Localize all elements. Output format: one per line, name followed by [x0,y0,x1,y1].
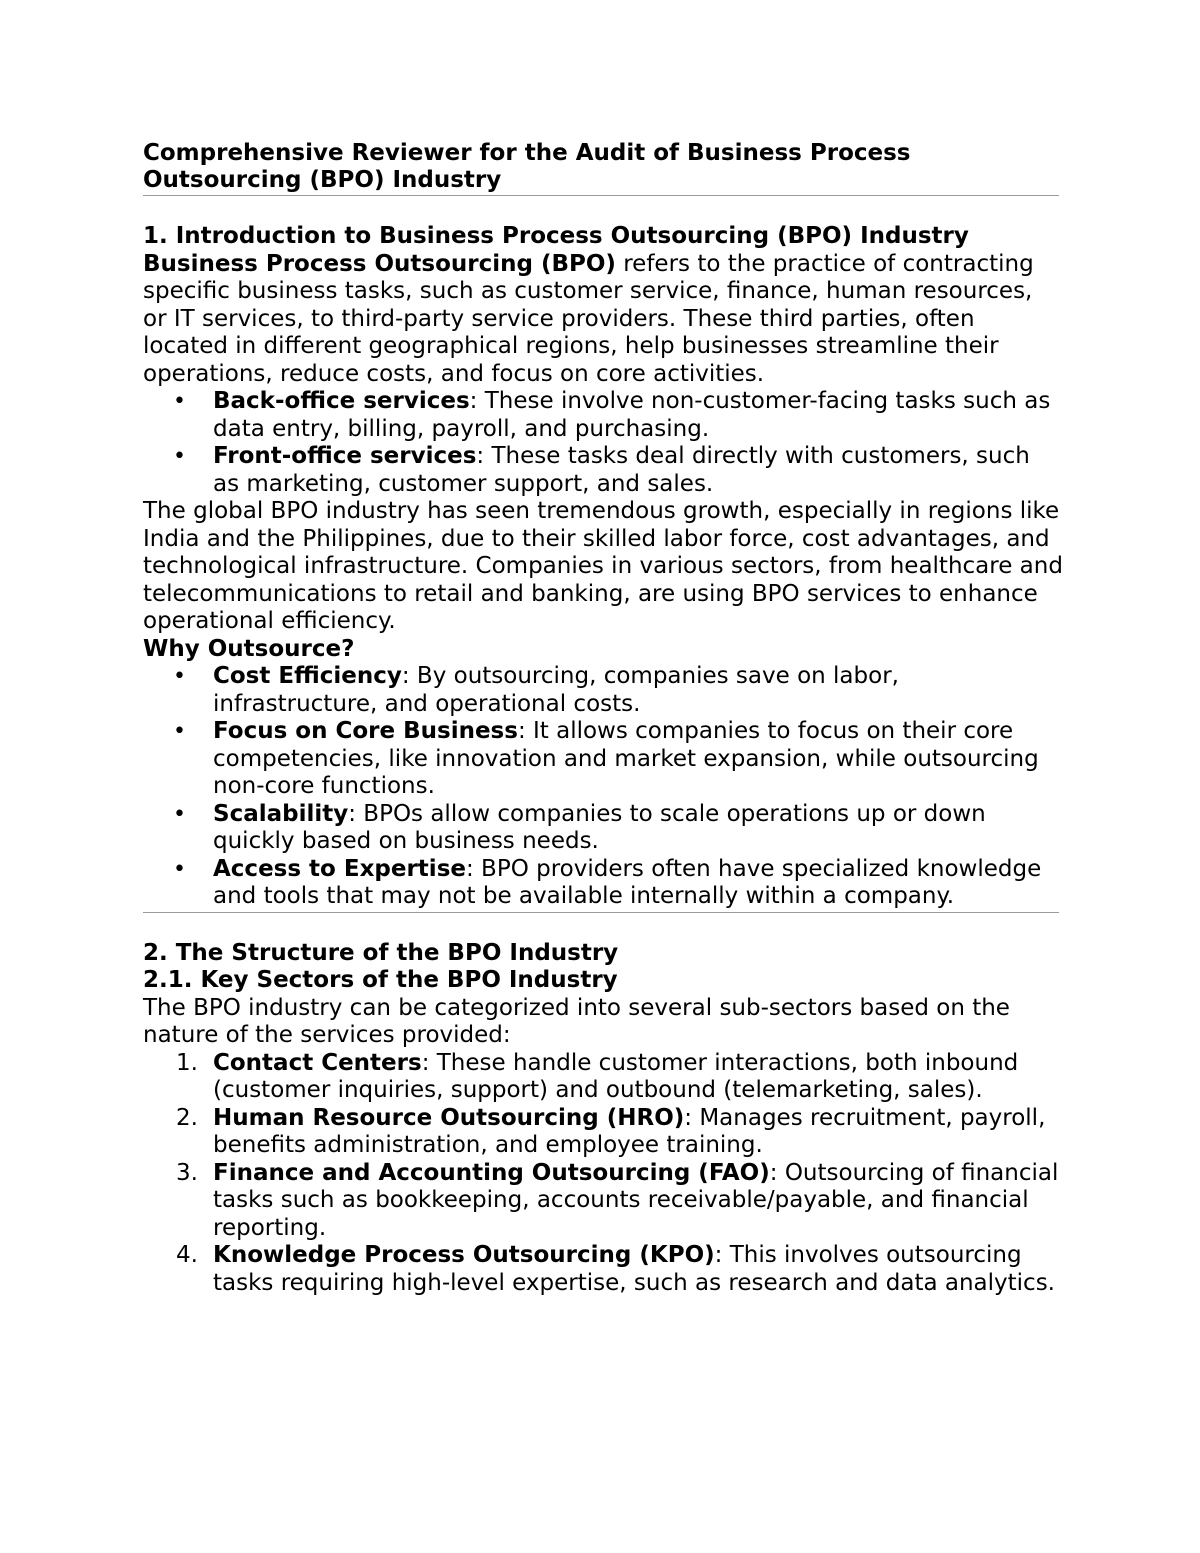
list-item-term: Access to Expertise [213,855,466,882]
spacer [143,913,1063,940]
spacer [143,196,1063,223]
list-item-desc: : It allows companies to focus on their core competencies, like innovation and market expansion, while outsourcing non-core functions. [213,718,1039,799]
list-item-term: Scalability [213,800,349,827]
list-number: 4. [176,1242,198,1268]
list-item-desc: : This involves outsourcing tasks requiring high-level expertise, such as research and data analytics. [213,1242,1055,1296]
bullet-icon: • [173,444,186,469]
reasons-list [143,663,1063,911]
list-item [143,443,1063,498]
why-outsource-heading: Why Outsource? [143,635,355,662]
section-1-intro [143,251,1063,389]
bullet-icon: • [173,719,186,744]
section-1-heading: 1. Introduction to Business Process Outsourcing (BPO) Industry [143,223,969,249]
list-number: 1. [176,1049,198,1076]
list-number: 2. [176,1104,198,1131]
list-item-desc: : By outsourcing, companies save on labor, infrastructure, and operational costs. [213,663,899,717]
list-item [143,663,1063,718]
list-item [143,1242,1063,1297]
list-item-desc: : These tasks deal directly with customers, such as marketing, customer support, and sales. [213,443,1030,497]
bullet-icon: • [173,856,186,882]
list-item-term: Human Resource Outsourcing (HRO) [213,1104,685,1131]
bullet-icon: • [173,389,186,414]
list-item-term: Focus on Core Business [213,718,518,744]
list-item-term: Front-office services [213,443,477,469]
list-item-desc: : BPOs allow companies to scale operations up or down quickly based on business needs. [213,800,986,854]
list-number: 3. [176,1159,198,1186]
list-item [143,1160,1063,1243]
list-item [143,1105,1063,1160]
list-item [143,856,1063,911]
bpo-definition: refers to the practice of contracting specific business tasks, such as customer service, finance, human resources, or IT services, to third-party service providers. These third parties, often located in different geographical regions, help businesses streamline their operations, reduce costs, and focus on core activities. [143,250,1034,387]
list-item-term: Knowledge Process Outsourcing (KPO) [213,1242,715,1268]
bpo-term: Business Process Outsourcing (BPO) [143,250,616,277]
list-item-term: Back-office services [213,388,470,414]
list-item-term: Finance and Accounting Outsourcing (FAO) [213,1159,770,1186]
service-types-list [143,388,1063,498]
sectors-list [143,1050,1063,1298]
list-item [143,718,1063,801]
list-item-desc: : These handle customer interactions, both inbound (customer inquiries, support) and outbound (telemarketing, sales). [213,1049,1019,1103]
section-2-intro: The BPO industry can be categorized into several sub-sectors based on the nature of the services provided: [143,994,1010,1048]
document-title: Comprehensive Reviewer for the Audit of Business Process Outsourcing (BPO) Industry [143,140,911,193]
list-item-desc: : Outsourcing of financial tasks such as bookkeeping, accounts receivable/payable, and financial reporting. [213,1159,1059,1241]
bullet-icon: • [173,801,186,827]
list-item [143,388,1063,443]
list-item-term: Contact Centers [213,1049,422,1076]
list-item-term: Cost Efficiency [213,663,402,689]
bullet-icon: • [173,664,186,689]
document-page [143,140,1063,1297]
list-item-desc: : These involve non-customer-facing tasks such as data entry, billing, payroll, and purchasing. [213,388,1051,442]
growth-paragraph: The global BPO industry has seen tremendous growth, especially in regions like India and the Philippines, due to their skilled labor force, cost advantages, and technological infrastructure. Companies in various sectors, from healthcare and telecommunications to retail and banking, are using BPO services to enhance operational efficiency. [143,498,1063,634]
section-2-1-heading: 2.1. Key Sectors of the BPO Industry [143,967,618,993]
list-item-desc: : BPO providers often have specialized knowledge and tools that may not be available internally within a company. [213,855,1042,909]
list-item-desc: : Manages recruitment, payroll, benefits administration, and employee training. [213,1104,1046,1158]
section-2-heading: 2. The Structure of the BPO Industry [143,939,619,966]
list-item [143,801,1063,856]
list-item [143,1050,1063,1105]
